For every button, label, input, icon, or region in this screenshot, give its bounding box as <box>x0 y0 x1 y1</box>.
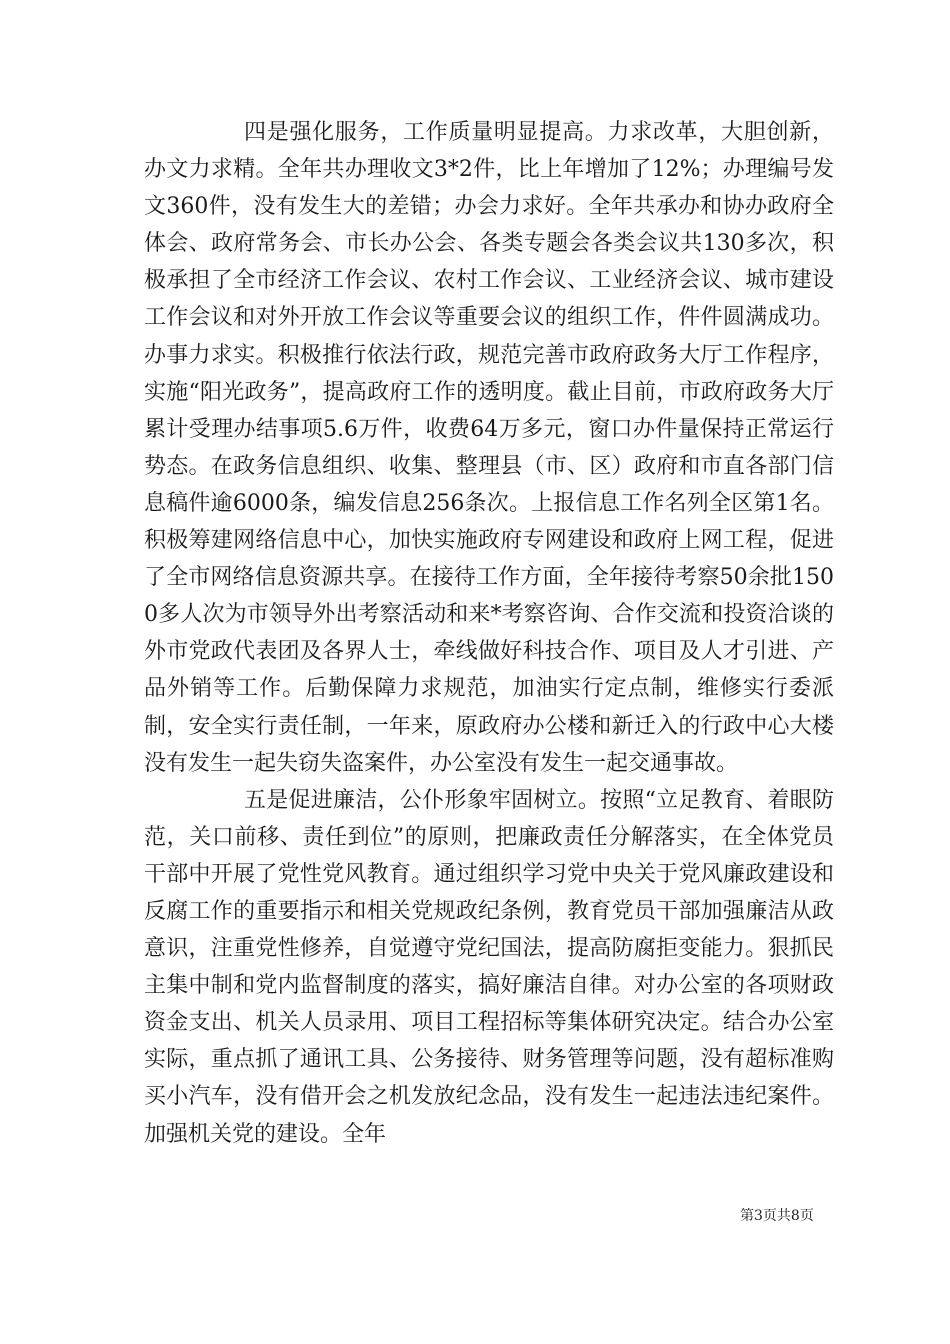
paragraph-service: 四是强化服务，工作质量明显提高。力求改革，大胆创新，办文力求精。全年共办理收文3*2件，比上年增加了12%；办理编号发文360件，没有发生大的差错；办会力求好。全年共承办和协办政府全体会、政府常务会、市长办公会、各类专题会各类会议共130多次，积极承担了全市经济工作会议、农村工作会议、工业经济会议、城市建设工作会议和对外开放工作会议等重要会议的组织工作，件件圆满成功。办事力求实。积极推行依法行政，规范完善市政府政务大厅工作程序，实施“阳光政务”，提高政府工作的透明度。截止目前，市政府政务大厅累计受理办结事项5.6万件，收费64万多元，窗口办件量保持正常运行势态。在政务信息组织、收集、整理县（市、区）政府和市直各部门信息稿件逾6000条，编发信息256条次。上报信息工作名列全区第1名。积极筹建网络信息中心，加快实施政府专网建设和政府上网工程，促进了全市网络信息资源共享。在接待工作方面，全年接待考察50余批1500多人次为市领导外出考察活动和来*考察咨询、合作交流和投资洽谈的外市党政代表团及各界人士，牵线做好科技合作、项目及人才引进、产品外销等工作。后勤保障力求规范，加油实行定点制，维修实行委派制，安全实行责任制，一年来，原政府办公楼和新迁入的行政中心大楼没有发生一起失窃失盗案件，办公室没有发生一起交通事故。 <box>144 120 834 776</box>
page-number: 第3页共8页 <box>740 1208 814 1224</box>
document-body <box>144 114 834 1153</box>
paragraph-integrity: 五是促进廉洁，公仆形象牢固树立。按照“立足教育、着眼防范，关口前移、责任到位”的原则，把廉政责任分解落实，在全体党员干部中开展了党性党风教育。通过组织学习党中央关于党风廉政建设和反腐工作的重要指示和相关党规政纪条例，教育党员干部加强廉洁从政意识，注重党性修养，自觉遵守党纪国法，提高防腐拒变能力。狠抓民主集中制和党内监督制度的落实，搞好廉洁自律。对办公室的各项财政资金支出、机关人员录用、项目工程招标等集体研究决定。结合办公室实际，重点抓了通讯工具、公务接待、财务管理等问题，没有超标准购买小汽车，没有借开会之机发放纪念品，没有发生一起违法违纪案件。加强机关党的建设。全年 <box>144 787 834 1147</box>
